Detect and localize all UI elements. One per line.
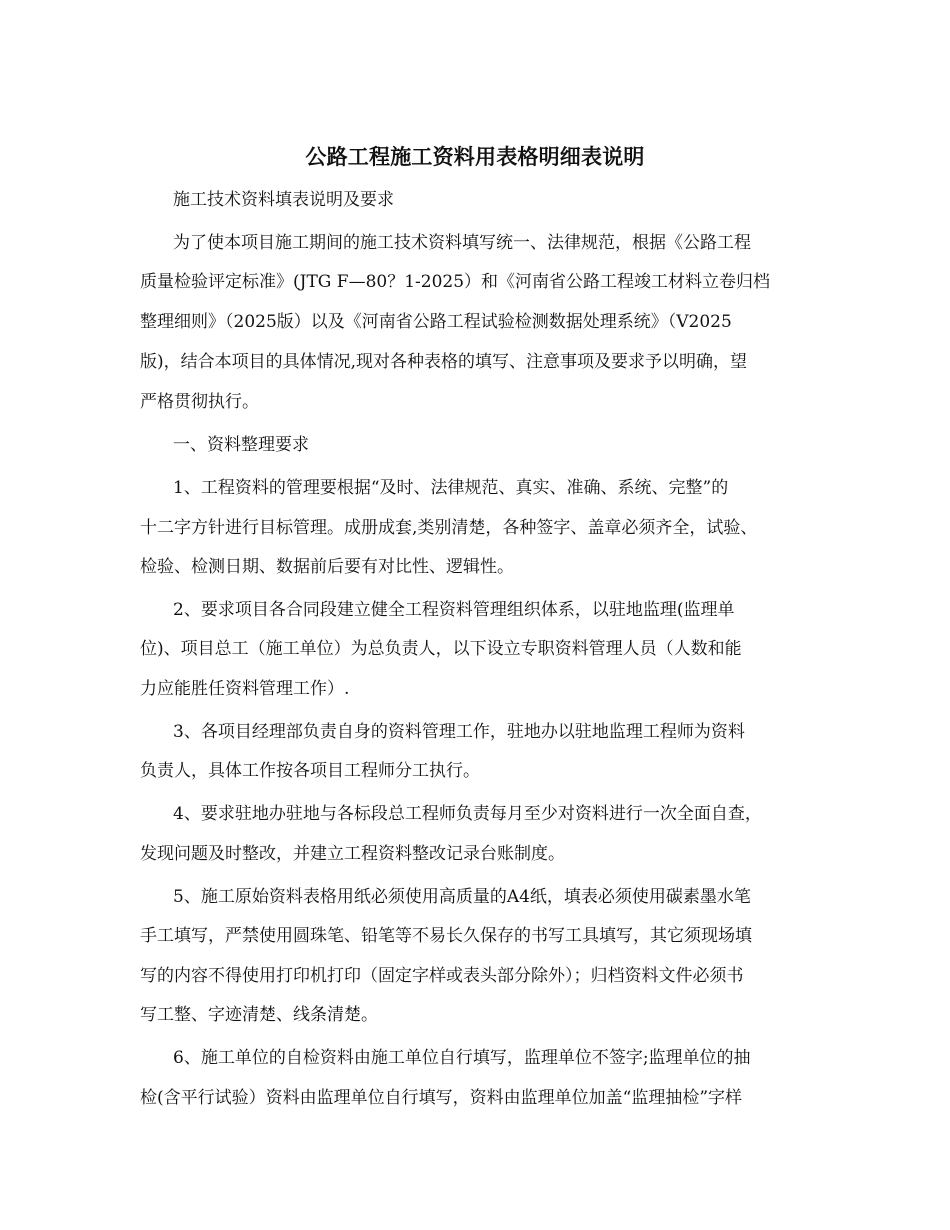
- paragraph-line: 整理细则》（2025版）以及《河南省公路工程试验检测数据处理系统》（V2025: [140, 312, 732, 332]
- paragraph-line: 手工填写，严禁使用圆珠笔、铅笔等不易长久保存的书写工具填写，其它须现场填: [140, 926, 752, 946]
- paragraph-line: 检验、检测日期、数据前后要有对比性、逻辑性。: [140, 557, 514, 577]
- paragraph-line: 发现问题及时整改，并建立工程资料整改记录台账制度。: [140, 844, 565, 864]
- paragraph-line: 1、工程资料的管理要根据“及时、法律规范、真实、准确、系统、完整”的: [173, 478, 729, 498]
- paragraph-line: 写的内容不得使用打印机打印（固定字样或表头部分除外）；归档资料文件必须书: [140, 966, 744, 986]
- paragraph-line: 位)、项目总工（施工单位）为总负责人，以下设立专职资料管理人员（人数和能: [140, 639, 742, 659]
- paragraph-line: 力应能胜任资料管理工作）.: [140, 679, 350, 699]
- paragraph-line: 负责人，具体工作按各项目工程师分工执行。: [140, 761, 480, 781]
- paragraph-line: 3、各项目经理部负责自身的资料管理工作，驻地办以驻地监理工程师为资料: [173, 722, 745, 742]
- paragraph-line: 4、要求驻地办驻地与各标段总工程师负责每月至少对资料进行一次全面自查，: [173, 804, 762, 824]
- paragraph-line: 检(含平行试验）资料由监理单位自行填写，资料由监理单位加盖“监理抽检”字样: [140, 1088, 743, 1108]
- paragraph-line: 严格贯彻执行。: [140, 392, 259, 412]
- section-heading: 一、资料整理要求: [173, 435, 309, 455]
- paragraph-line: 为了使本项目施工期间的施工技术资料填写统一、法律规范，根据《公路工程: [173, 233, 751, 253]
- paragraph-line: 版)，结合本项目的具体情况,现对各种表格的填写、注意事项及要求予以明确，望: [140, 352, 748, 372]
- paragraph-line: 十二字方针进行目标管理。成册成套,类别清楚，各种签字、盖章必须齐全，试验、: [140, 518, 758, 538]
- section-heading: 施工技术资料填表说明及要求: [173, 190, 394, 210]
- paragraph-line: 2、要求项目各合同段建立健全工程资料管理组织体系，以驻地监理(监理单: [173, 600, 735, 620]
- paragraph-line: 质量检验评定标准》(JTG F—80？1-2025）和《河南省公路工程竣工材料立卷归档: [140, 272, 771, 292]
- paragraph-line: 写工整、字迹清楚、线条清楚。: [140, 1005, 378, 1025]
- paragraph-line: 6、施工单位的自检资料由施工单位自行填写，监理单位不签字;监理单位的抽: [173, 1048, 751, 1068]
- paragraph-line: 5、施工原始资料表格用纸必须使用高质量的A4纸，填表必须使用碳素墨水笔: [173, 887, 751, 907]
- document-title: 公路工程施工资料用表格明细表说明: [305, 144, 645, 169]
